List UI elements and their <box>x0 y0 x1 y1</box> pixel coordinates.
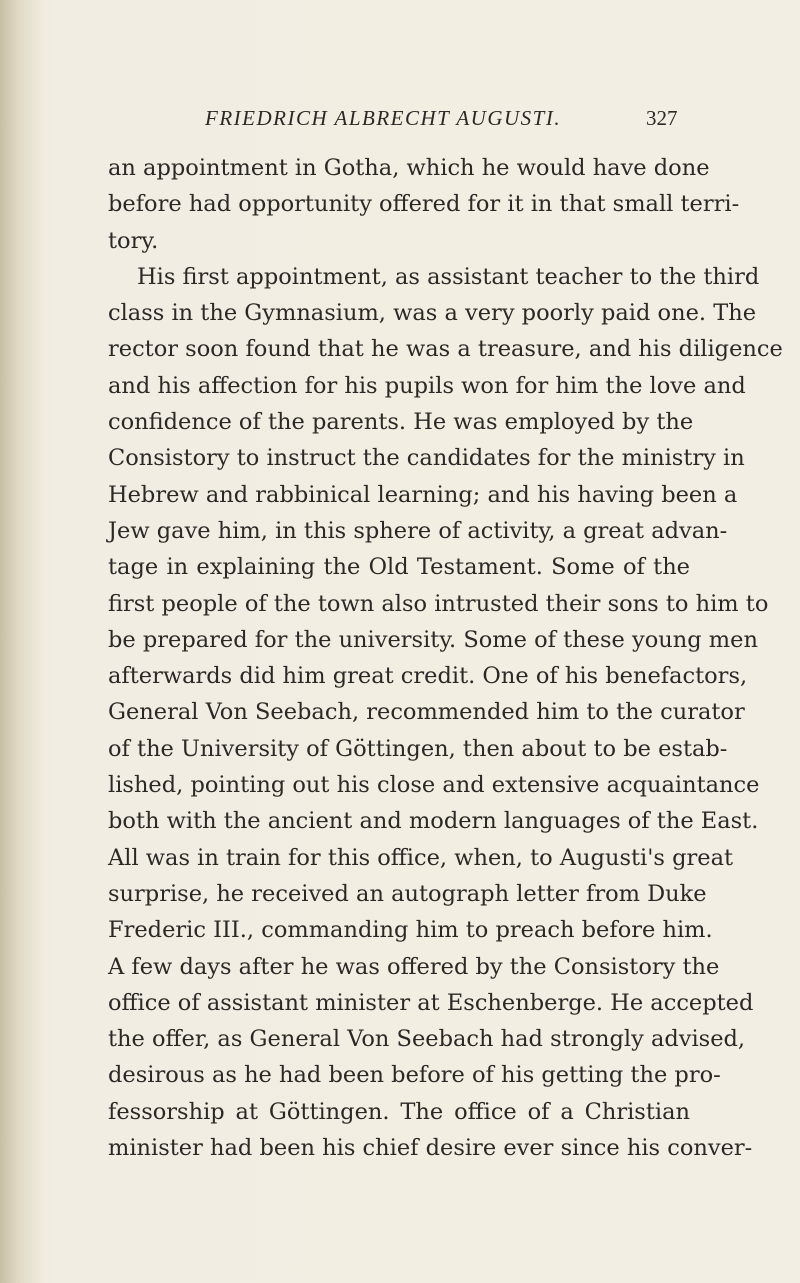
text-line: class in the Gymnasium, was a very poorly paid one. The <box>108 300 757 327</box>
text-line: afterwards did him great credit. One of his benefactors, <box>108 663 748 690</box>
page-number: 327 <box>646 106 678 130</box>
text-line: be prepared for the university. Some of these young men <box>108 626 758 653</box>
text-line: of the University of Göttingen, then about to be estab- <box>108 735 728 762</box>
text-line: both with the ancient and modern languages of the East. <box>108 808 759 835</box>
text-line: rector soon found that he was a treasure, and his diligence <box>108 336 783 363</box>
text-line: fessorship at Göttingen. The office of a Christian <box>108 1098 690 1125</box>
text-line: and his affection for his pupils won for him the love and <box>108 372 746 399</box>
text-line: Hebrew and rabbinical learning; and his having been a <box>108 481 738 508</box>
text-line: before had opportunity offered for it in that small terri- <box>108 191 740 218</box>
text-line: tage in explaining the Old Testament. Some of the <box>108 554 690 581</box>
binding-shadow <box>0 0 44 1283</box>
text-line: A few days after he was offered by the Consistory the <box>108 953 720 980</box>
running-head-title: FRIEDRICH ALBRECHT AUGUSTI. <box>205 106 562 130</box>
text-line: an appointment in Gotha, which he would have done <box>108 155 710 181</box>
text-line: office of assistant minister at Eschenberge. He accepted <box>108 989 754 1016</box>
text-line: minister had been his chief desire ever since his conver- <box>108 1135 753 1162</box>
text-line: tory. <box>108 227 159 254</box>
text-line: first people of the town also intrusted their sons to him to <box>108 590 769 617</box>
text-line: desirous as he had been before of his getting the pro- <box>108 1062 721 1089</box>
text-line: Frederic III., commanding him to preach before him. <box>108 917 713 944</box>
text-line: General Von Seebach, recommended him to the curator <box>108 699 745 726</box>
text-line: Jew gave him, in this sphere of activity, a great advan- <box>108 517 728 544</box>
text-line: confidence of the parents. He was employed by the <box>108 409 694 436</box>
text-line: lished, pointing out his close and extensive acquaintance <box>108 772 760 799</box>
text-line: Consistory to instruct the candidates for the ministry in <box>108 445 745 472</box>
text-line: surprise, he received an autograph letter from Duke <box>108 880 707 907</box>
text-line: the offer, as General Von Seebach had strongly advised, <box>108 1026 746 1053</box>
text-line: His first appointment, as assistant teacher to the third <box>137 263 760 290</box>
body-text <box>108 150 783 1166</box>
text-line: All was in train for this office, when, to Augusti's great <box>108 844 734 871</box>
